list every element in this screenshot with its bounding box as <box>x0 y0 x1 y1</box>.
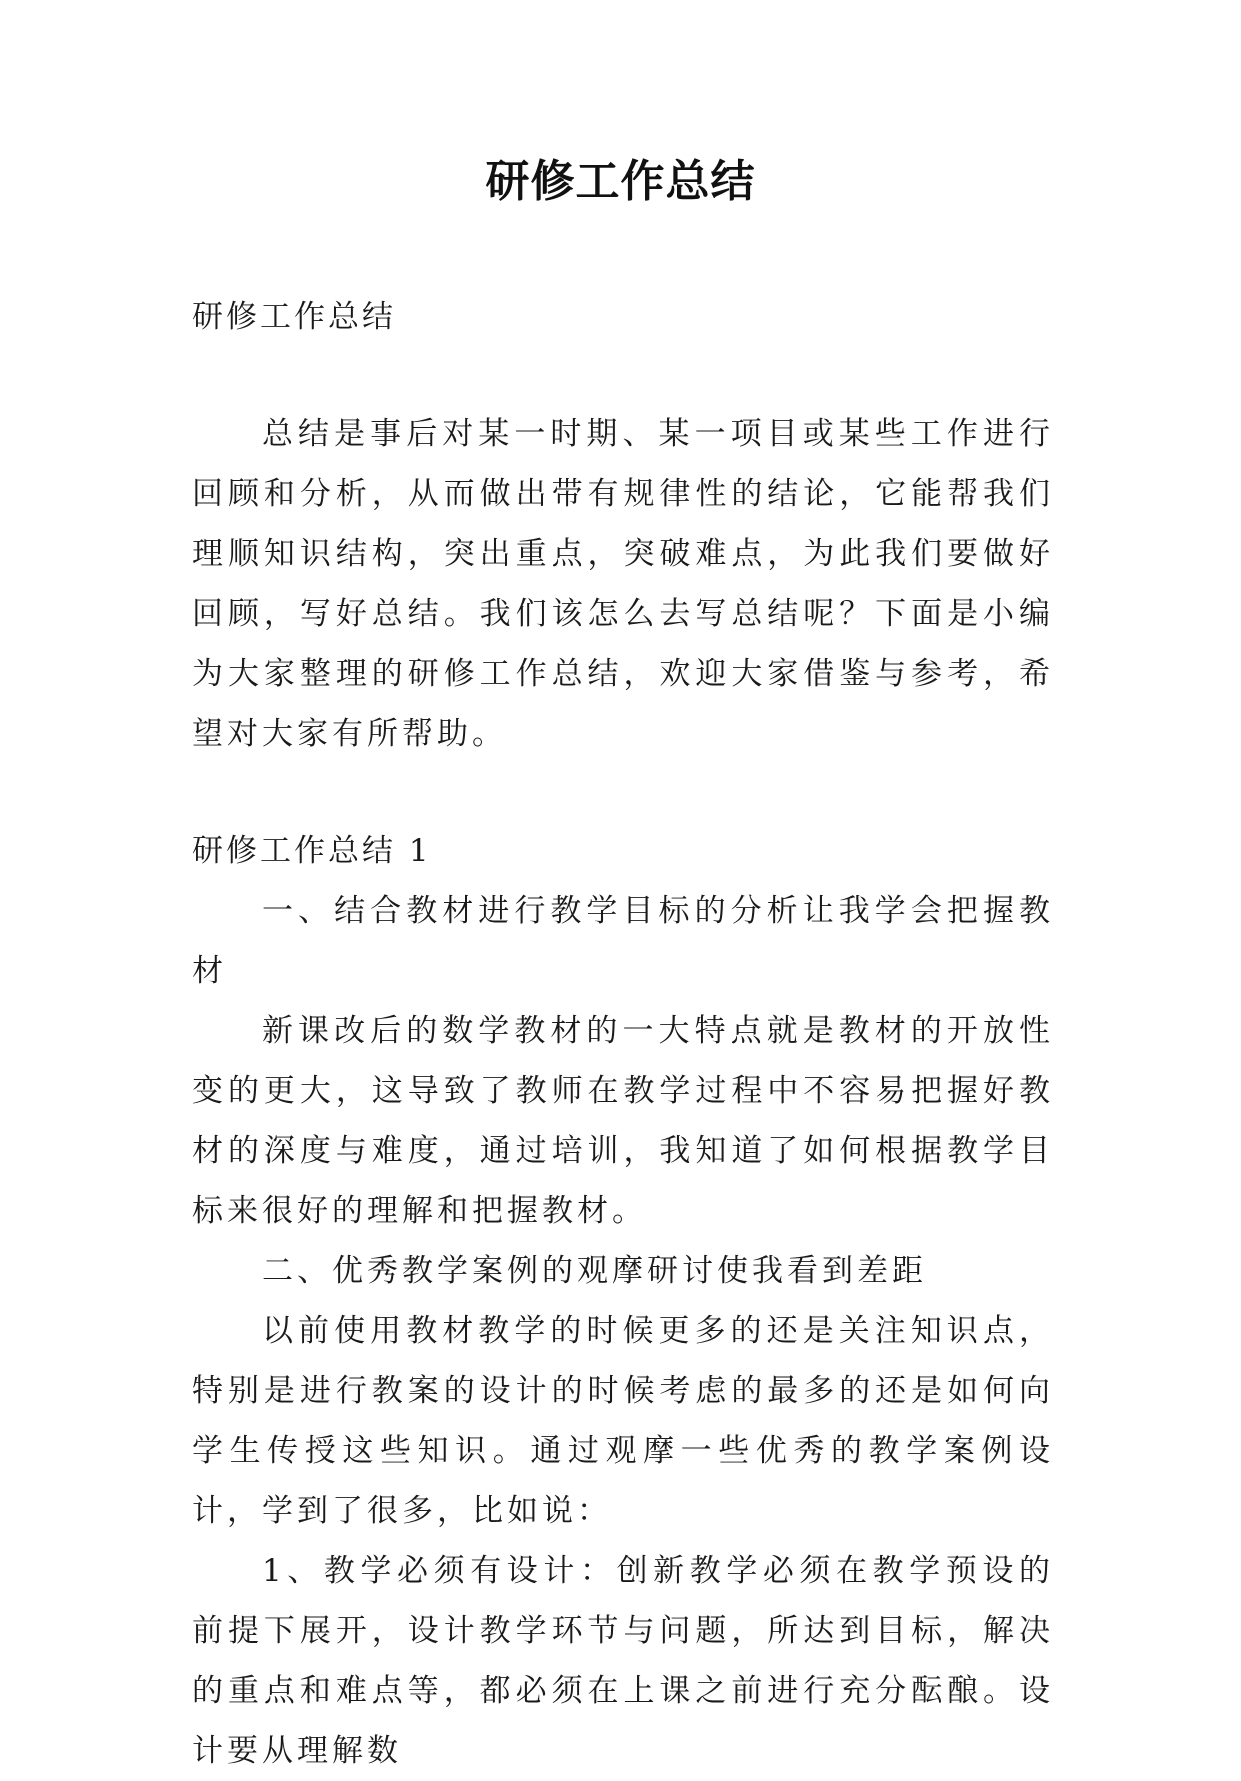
body-paragraph: 1、教学必须有设计：创新教学必须在教学预设的前提下展开，设计教学环节与问题，所达到目标，解决的重点和难点等，都必须在上课之前进行充分酝酿。设计要从理解数 <box>192 1553 1054 1769</box>
document-body <box>192 287 1054 1781</box>
section-heading-2: 二、优秀教学案例的观摩研讨使我看到差距 <box>262 1253 927 1289</box>
spacer <box>192 764 1054 821</box>
body-paragraph: 以前使用教材教学的时候更多的还是关注知识点，特别是进行教案的设计的时候考虑的最多的还是如何向学生传授这些知识。通过观摩一些优秀的教学案例设计，学到了很多，比如说： <box>192 1313 1054 1529</box>
document-title: 研修工作总结 <box>485 156 756 207</box>
intro-paragraph: 总结是事后对某一时期、某一项目或某些工作进行回顾和分析，从而做出带有规律性的结论，它能帮我们理顺知识结构，突出重点，突破难点，为此我们要做好回顾，写好总结。我们该怎么去写总结呢？下面是小编为大家整理的研修工作总结，欢迎大家借鉴与参考，希望对大家有所帮助。 <box>192 416 1054 752</box>
spacer <box>192 347 1054 404</box>
section-heading-1: 一、结合教材进行教学目标的分析让我学会把握教材 <box>192 893 1054 989</box>
document-subtitle: 研修工作总结 <box>192 299 396 335</box>
section-title: 研修工作总结 1 <box>192 833 432 869</box>
body-paragraph: 新课改后的数学教材的一大特点就是教材的开放性变的更大，这导致了教师在教学过程中不容易把握好教材的深度与难度，通过培训，我知道了如何根据教学目标来很好的理解和把握教材。 <box>192 1013 1054 1229</box>
